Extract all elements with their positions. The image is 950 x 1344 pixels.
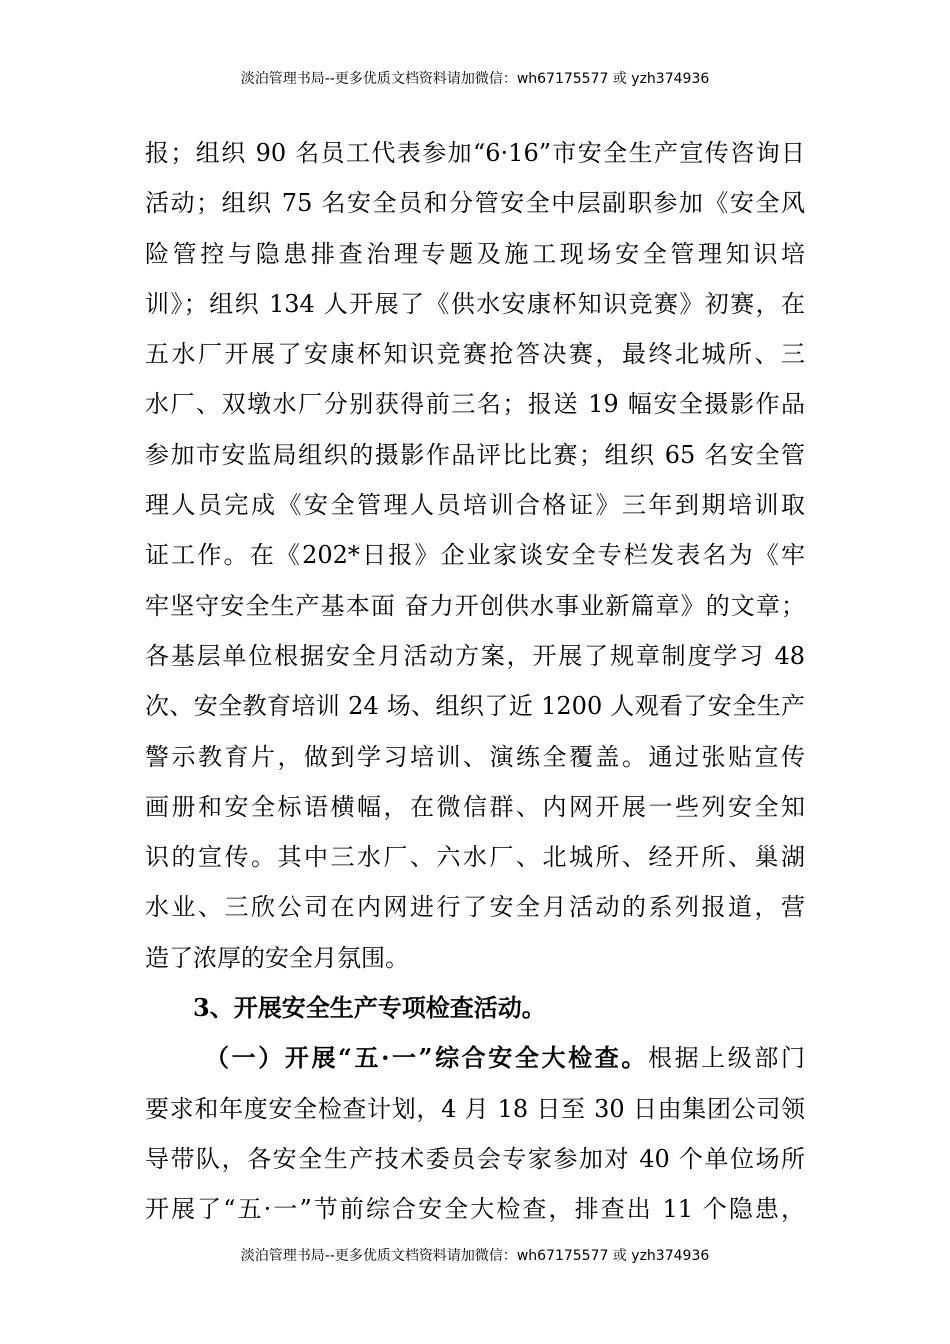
body-line: 水业、三欣公司在内网进行了安全月活动的系列报道，营	[145, 893, 805, 922]
body-text	[145, 128, 805, 1235]
body-line: 警示教育片，做到学习培训、演练全覆盖。通过张贴宣传	[145, 742, 805, 771]
body-line: 活动；组织 75 名安全员和分管安全中层副职参加《安全风	[145, 189, 805, 218]
body-line: 水厂、双墩水厂分别获得前三名；报送 19 幅安全摄影作品	[145, 390, 805, 419]
body-line: 识的宣传。其中三水厂、六水厂、北城所、经开所、巢湖	[145, 843, 805, 872]
body-line: 开展了“五·一”节前综合安全大检查，排查出 11 个隐患，	[145, 1195, 805, 1224]
body-line: 险管控与隐患排查治理专题及施工现场安全管理知识培	[145, 239, 805, 268]
body-line: 画册和安全标语横幅，在微信群、内网开展一些列安全知	[145, 792, 805, 821]
body-line: 理人员完成《安全管理人员培训合格证》三年到期培训取	[145, 491, 805, 520]
body-line: 五水厂开展了安康杯知识竞赛抢答决赛，最终北城所、三	[145, 340, 805, 369]
sub-heading-text: 根据上级部门	[647, 1044, 806, 1073]
body-line: 要求和年度安全检查计划，4 月 18 日至 30 日由集团公司领	[145, 1094, 805, 1123]
body-line: 导带队，各安全生产技术委员会专家参加对 40 个单位场所	[145, 1144, 805, 1173]
body-line: 牢坚守安全生产基本面 奋力开创供水事业新篇章》的文章；	[145, 591, 805, 620]
footer-banner: 淡泊管理书局--更多优质文档资料请加微信：wh67175577 或 yzh374936	[240, 1248, 710, 1264]
body-line: 次、安全教育培训 24 场、组织了近 1200 人观看了安全生产	[145, 692, 805, 721]
body-line: 证工作。在《202*日报》企业家谈安全专栏发表名为《牢	[145, 541, 805, 570]
header-banner: 淡泊管理书局--更多优质文档资料请加微信：wh67175577 或 yzh374936	[240, 71, 710, 87]
body-line: 训》；组织 134 人开展了《供水安康杯知识竞赛》初赛，在	[145, 289, 805, 318]
body-line: 参加市安监局组织的摄影作品评比比赛；组织 65 名安全管	[145, 440, 805, 469]
body-line: 报；组织 90 名员工代表参加“6·16”市安全生产宣传咨询日	[145, 139, 805, 167]
body-line: 各基层单位根据安全月活动方案，开展了规章制度学习 48	[145, 641, 805, 670]
body-line: 造了浓厚的安全月氛围。	[145, 943, 409, 972]
sub-heading-line	[145, 1033, 805, 1083]
section-heading: 3、开展安全生产专项检查活动。	[193, 993, 546, 1023]
sub-heading: （一）开展“五·一”综合安全大检查。	[205, 1043, 648, 1073]
